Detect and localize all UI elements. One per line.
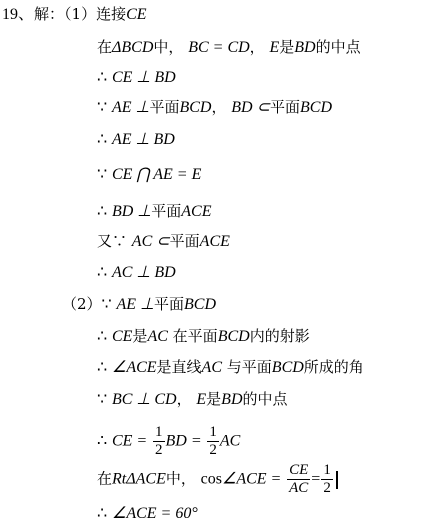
text: 平面: [151, 202, 182, 220]
solution-label: 解：: [34, 5, 65, 23]
part-1-label: （1）: [64, 5, 97, 23]
point-e: E: [196, 391, 207, 408]
expression: AE ⊥: [111, 99, 150, 116]
line-3: [97, 97, 332, 118]
part-2-line: [62, 294, 216, 315]
cosine-function: cos: [200, 470, 222, 488]
line-10: [97, 357, 364, 378]
expression: AC ⊥ BD: [111, 264, 176, 281]
line-7: [97, 231, 230, 252]
line-9: [97, 326, 310, 347]
numerator: 1: [209, 424, 217, 440]
fraction-one-half: [153, 424, 165, 459]
segment-ce: CE: [126, 6, 147, 23]
numerator: 1: [323, 462, 331, 478]
text: 中，: [153, 38, 184, 56]
line-5: [97, 164, 201, 185]
therefore-symbol: ∴: [97, 264, 108, 281]
expression: CE ⋂ AE = E: [111, 166, 202, 183]
segment-ac: AC: [201, 359, 222, 376]
angle-ace: ∠ACE =: [221, 470, 282, 488]
plane-bcd: BCD: [300, 99, 333, 116]
conclusion: ∠ACE = 60°: [111, 505, 198, 522]
line-12: [97, 424, 240, 459]
plane-bcd: BCD: [184, 296, 217, 313]
segment-ac: AC: [219, 432, 241, 450]
numerator: CE: [289, 462, 309, 478]
connect-text: 连接: [96, 5, 127, 23]
text: ，: [211, 98, 227, 116]
triangle-bcd: ΔBCD: [112, 39, 154, 56]
plane-bcd: BCD: [179, 99, 212, 116]
therefore-symbol: ∴: [97, 69, 108, 86]
line-13: [97, 462, 338, 497]
text: 内的射影: [249, 327, 310, 345]
text: 中，: [165, 469, 196, 488]
therefore-symbol: ∴: [97, 131, 108, 148]
therefore-symbol: ∴: [97, 359, 108, 376]
therefore-symbol: ∴: [97, 328, 108, 345]
equation: BC = CD: [188, 39, 250, 56]
segment-bd: BD: [294, 39, 316, 56]
denominator: 2: [155, 442, 163, 458]
text: 平面: [154, 295, 185, 313]
text: 所成的角: [303, 358, 364, 376]
line-2: [97, 67, 176, 88]
denominator: AC: [289, 480, 309, 496]
expression: CE ⊥ BD: [111, 69, 176, 86]
text: 是: [132, 327, 148, 345]
text: ，: [249, 38, 265, 56]
line-6: [97, 201, 211, 222]
text: 的中点: [315, 38, 361, 56]
text: 是直线: [156, 358, 202, 376]
expression: AE ⊥ BD: [111, 131, 175, 148]
because-symbol: ∵: [97, 166, 108, 183]
text: 是: [279, 38, 295, 56]
point-e: E: [269, 39, 280, 56]
triangle-ace: RtΔACE: [112, 470, 166, 488]
fraction-one-half: [321, 462, 333, 497]
plane-ace: ACE: [181, 203, 212, 220]
text: 平面: [169, 232, 200, 250]
text: 与平面: [226, 358, 272, 376]
part-2-label: （2）: [62, 295, 102, 313]
because-symbol: ∵: [101, 296, 112, 313]
therefore-symbol: ∴: [97, 203, 108, 220]
line-11: [97, 389, 288, 410]
expression: AE ⊥: [116, 296, 154, 313]
fraction-one-half: [207, 424, 219, 459]
line-8: [97, 262, 176, 283]
header-line: [2, 4, 147, 25]
numerator: 1: [155, 424, 163, 440]
text: 在: [97, 469, 113, 488]
text: 在平面: [172, 327, 218, 345]
text: 平面: [270, 98, 301, 116]
text: 在: [97, 38, 113, 56]
denominator: 2: [209, 442, 217, 458]
line-4: [97, 129, 175, 150]
therefore-symbol: ∴: [97, 432, 108, 450]
expression: CE =: [111, 432, 148, 450]
segment-ce: CE: [111, 328, 133, 345]
expression: BD =: [165, 432, 202, 450]
text: 平面: [149, 98, 180, 116]
expression: BC ⊥ CD: [111, 391, 177, 408]
text: 的中点: [242, 390, 288, 408]
text-cursor: [336, 471, 338, 489]
expression: BD ⊥: [111, 203, 152, 220]
angle-ace: ∠ACE: [111, 359, 157, 376]
because-symbol: ∵: [97, 391, 108, 408]
line-14: [97, 503, 198, 524]
equals-sign: =: [311, 470, 321, 488]
expression: AC ⊂: [131, 233, 170, 250]
because-symbol: ∵: [97, 99, 108, 116]
denominator: 2: [323, 480, 331, 496]
line-1: [97, 37, 361, 58]
problem-number: 19、: [2, 6, 35, 23]
moreover-because-symbol: 又∵: [97, 232, 128, 250]
expression: BD ⊂: [231, 99, 270, 116]
plane-ace: ACE: [199, 233, 230, 250]
plane-bcd: BCD: [217, 328, 250, 345]
fraction-ce-over-ac: [287, 462, 310, 497]
plane-bcd: BCD: [271, 359, 304, 376]
segment-bd: BD: [221, 391, 243, 408]
text: 是: [206, 390, 222, 408]
text: ，: [176, 390, 192, 408]
therefore-symbol: ∴: [97, 505, 108, 522]
segment-ac: AC: [147, 328, 168, 345]
